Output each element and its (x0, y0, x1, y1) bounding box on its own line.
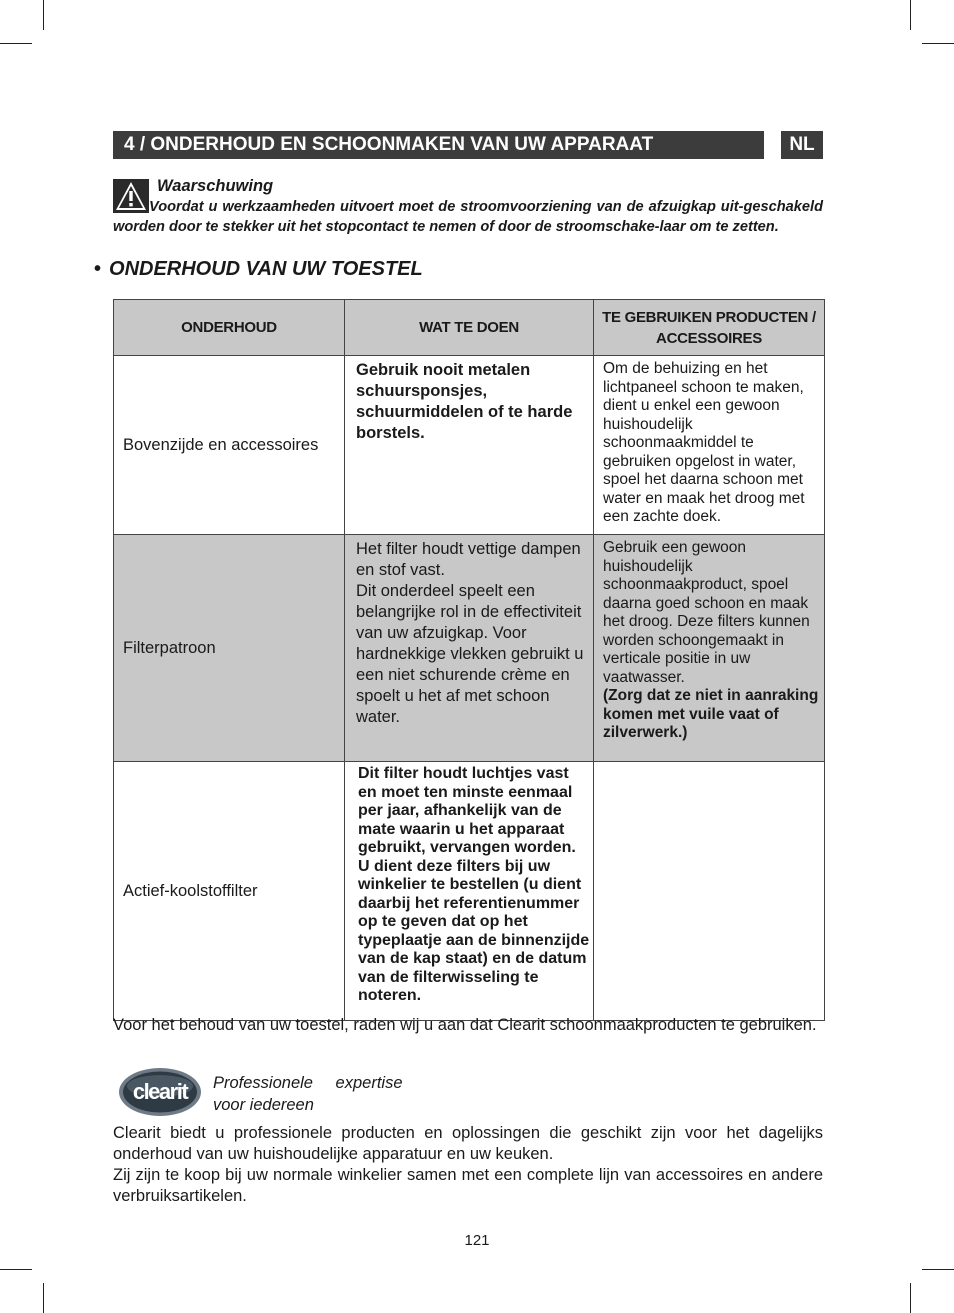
row-products: Om de behuizing en het lichtpaneel schoon te maken, dient u enkel een gewoon huishoudelijk schoonmaakmiddel te gebruiken opgelost in water, spoel het daarna schoon met water en maak het droog met een zachte doek. (594, 356, 825, 535)
table-row (114, 356, 825, 535)
paragraph: Clearit biedt u professionele producten en oplossingen die geschikt zijn voor het dagelijks onderhoud van uw huishoudelijke apparatuur en uw keuken. (113, 1124, 823, 1163)
row-item: Bovenzijde en accessoires (114, 356, 345, 535)
crop-mark (922, 1269, 954, 1270)
chapter-title-bar: 4 / ONDERHOUD EN SCHOONMAKEN VAN UW APPARAAT (113, 131, 764, 159)
section-heading (94, 258, 423, 281)
tagline-line: Professionele expertise (213, 1074, 403, 1092)
row-item: Actief-koolstoffilter (114, 762, 345, 1021)
table-row (114, 535, 825, 762)
table-row (114, 762, 825, 1021)
row-todo: Gebruik nooit metalen schuursponsjes, schuurmiddelen of te harde borstels. (345, 356, 594, 535)
clearit-logo (118, 1066, 202, 1118)
bullet: • (94, 258, 102, 280)
row-item: Filterpatroon (114, 535, 345, 762)
products-note: (Zorg dat ze niet in aanraking komen met vuile vaat of zilverwerk.) (603, 687, 819, 741)
clearit-description (113, 1123, 823, 1207)
crop-mark (43, 1283, 44, 1313)
todo-line: van uw afzuigkap. Voor hardnekkige vlekken gebruikt u een niet schurende crème en spoelt u het af met schoon water. (356, 624, 584, 726)
crop-mark (922, 43, 954, 44)
column-header-onderhoud: ONDERHOUD (114, 300, 345, 356)
row-todo (345, 535, 594, 762)
row-todo: Dit filter houdt luchtjes vast en moet ten minste eenmaal per jaar, afhankelijk van de mate waarin u het apparaat gebruikt, vervangen worden. U dient deze filters bij uw winkelier te bestellen (u dient daarbij het referentienummer op te geven dat op het typeplaatje aan de binnenzijde van de kap staat) en de datum van de filterwisseling te noteren. (345, 762, 594, 1021)
crop-mark (43, 0, 44, 30)
todo-line: Het filter houdt vettige dampen en stof vast. (356, 540, 581, 579)
row-products (594, 535, 825, 762)
products-text: Gebruik een gewoon huishoudelijk schoonmaakproduct, spoel daarna goed schoon en maak het droog. Deze filters kunnen worden schoongemaakt in verticale positie in uw vaatwasser. (603, 539, 810, 686)
warning-text: Voordat u werkzaamheden uitvoert moet de stroomvoorziening van de afzuigkap uit-geschakeld worden door te stekker uit het stopcontact te nemen of door de stroomschake-laar om te zetten. (113, 199, 823, 235)
language-badge: NL (781, 131, 823, 159)
column-header-producten: TE GEBRUIKEN PRODUCTEN / ACCESSOIRES (594, 300, 825, 356)
warning-title: Waarschuwing (157, 177, 274, 195)
page-number: 121 (464, 1232, 490, 1249)
maintenance-table (113, 299, 825, 1021)
todo-line: Dit onderdeel speelt een belangrijke rol in de effectiviteit (356, 582, 582, 621)
tagline-line: voor iedereen (213, 1096, 314, 1114)
column-header-wat-te-doen: WAT TE DOEN (345, 300, 594, 356)
clearit-recommendation: Voor het behoud van uw toestel, raden wij u aan dat Clearit schoonmaakproducten te gebruiken. (113, 1016, 817, 1034)
logo-text: clearit (132, 1079, 188, 1104)
table-header-row (114, 300, 825, 356)
brand-tagline (213, 1072, 403, 1116)
section-heading-text: ONDERHOUD VAN UW TOESTEL (109, 258, 423, 280)
crop-mark (0, 43, 32, 44)
crop-mark (0, 1269, 32, 1270)
row-products (594, 762, 825, 1021)
paragraph: Zij zijn te koop bij uw normale winkelier samen met een complete lijn van accessoires en andere verbruiksartikelen. (113, 1166, 823, 1205)
crop-mark (910, 1283, 911, 1313)
crop-mark (910, 0, 911, 30)
